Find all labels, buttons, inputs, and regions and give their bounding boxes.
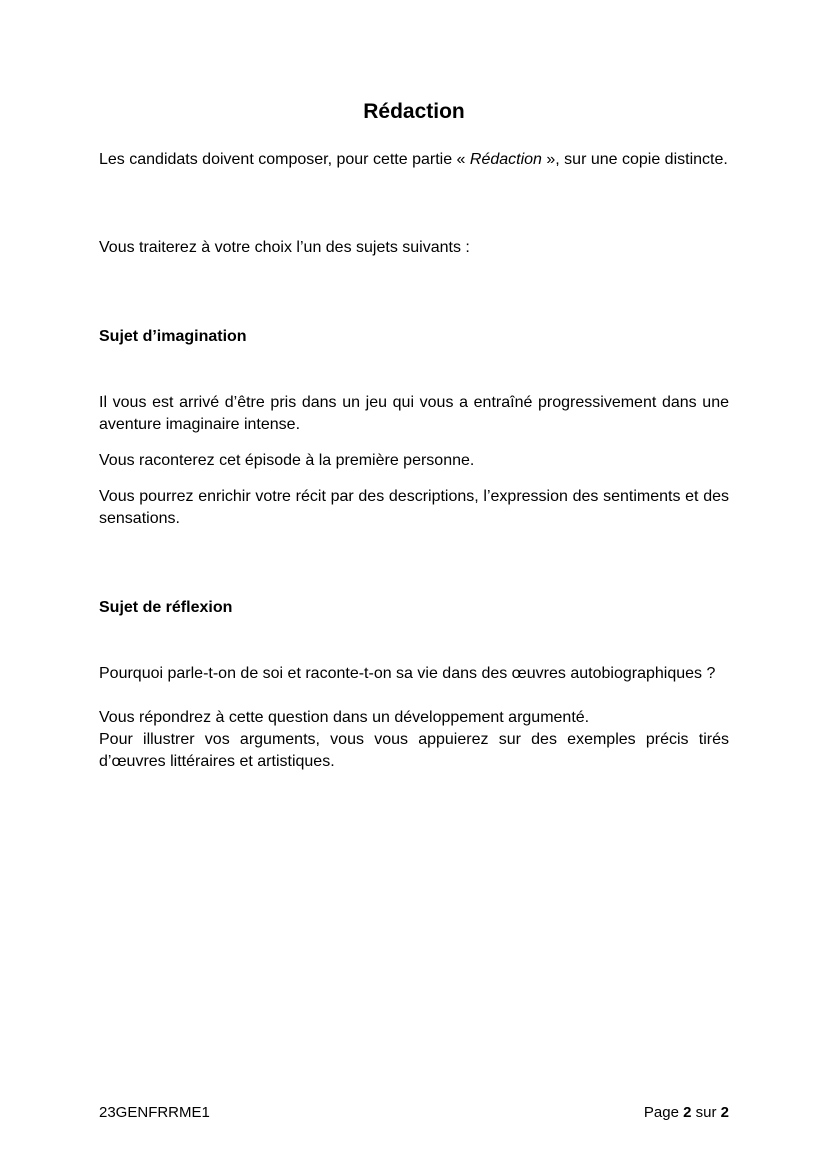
- imagination-paragraph-1: Il vous est arrivé d’être pris dans un jeu qui vous a entraîné progressivement dans une aventure imaginaire intense.: [99, 394, 729, 433]
- intro-text-before: Les candidats doivent composer, pour cette partie «: [99, 151, 470, 168]
- footer-page-number: [644, 1103, 729, 1123]
- instruction-paragraph: Vous traiterez à votre choix l’un des sujets suivants :: [99, 239, 470, 256]
- page-title: Rédaction: [363, 100, 465, 123]
- imagination-paragraph-3: Vous pourrez enrichir votre récit par des descriptions, l’expression des sentiments et des sensations.: [99, 488, 729, 527]
- footer-page-current: 2: [683, 1104, 692, 1121]
- intro-text-after: », sur une copie distincte.: [541, 151, 728, 168]
- footer-page-total: 2: [720, 1104, 729, 1121]
- footer-document-code: 23GENFRRME1: [99, 1104, 210, 1121]
- reflexion-question: Pourquoi parle-t-on de soi et raconte-t-on sa vie dans des œuvres autobiographiques ?: [99, 665, 716, 682]
- reflexion-heading: Sujet de réflexion: [99, 599, 233, 616]
- reflexion-instruction-2: Pour illustrer vos arguments, vous vous appuierez sur des exemples précis tirés d’œuvres littéraires et artistiques.: [99, 731, 729, 770]
- intro-emphasis: Rédaction: [469, 151, 542, 168]
- intro-paragraph: [99, 149, 729, 171]
- reflexion-instruction-1: Vous répondrez à cette question dans un développement argumenté.: [99, 709, 590, 726]
- imagination-paragraph-2: Vous raconterez cet épisode à la première personne.: [99, 452, 475, 469]
- imagination-heading: Sujet d’imagination: [99, 328, 247, 345]
- footer-page-label: Page: [643, 1104, 679, 1121]
- footer-page-of: sur: [695, 1104, 717, 1121]
